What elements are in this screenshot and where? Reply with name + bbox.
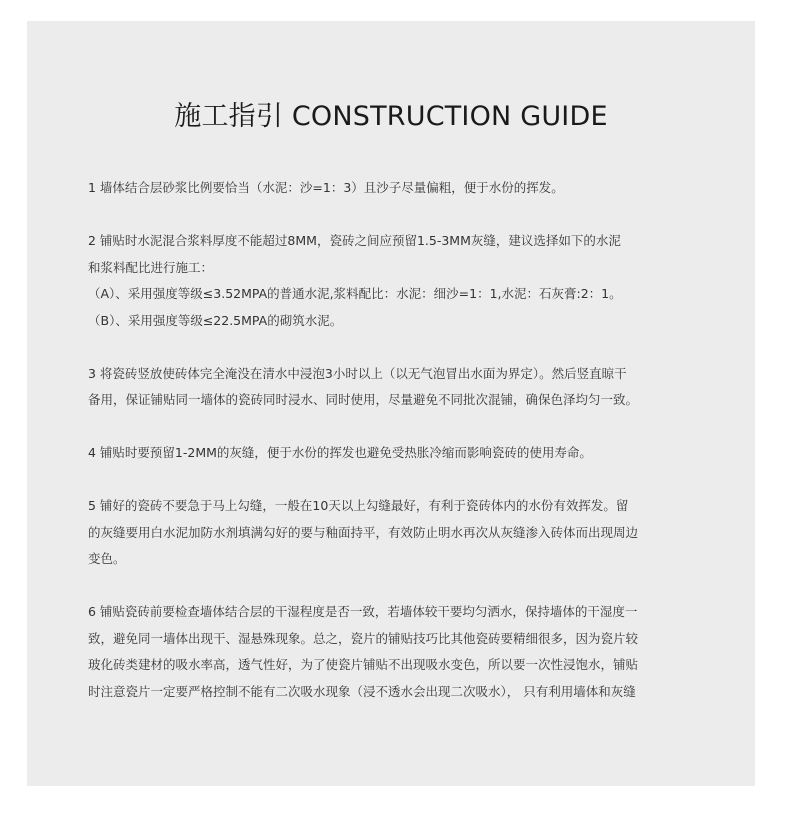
paragraph-line: 2 铺贴时水泥混合浆料厚度不能超过8MM，瓷砖之间应预留1.5-3MM灰缝，建议选择如下的水泥 — [88, 233, 621, 248]
paragraph-line: 玻化砖类建材的吸水率高，透气性好，为了使瓷片铺贴不出现吸水变色，所以要一次性浸饱水，铺贴 — [88, 657, 639, 672]
paragraph-gap — [88, 414, 700, 441]
paragraph-gap — [88, 573, 700, 600]
paragraph-3 — [88, 361, 700, 414]
paragraph-4 — [88, 440, 700, 467]
paragraph-line: 3 将瓷砖竖放使砖体完全淹没在清水中浸泡3小时以上（以无气泡冒出水面为界定）。然后竖直晾干 — [88, 365, 627, 381]
paragraph-gap — [88, 202, 700, 229]
paragraph-2 — [88, 228, 700, 334]
paragraph-gap — [88, 334, 700, 361]
paragraph-5 — [88, 493, 700, 573]
paragraph-6 — [88, 599, 700, 705]
guide-panel — [27, 21, 755, 786]
guide-content — [88, 175, 700, 705]
paragraph-1 — [88, 175, 700, 202]
paragraph-line: （B）、采用强度等级≤22.5MPA的砌筑水泥。 — [88, 312, 343, 328]
paragraph-line: 的灰缝要用白水泥加防水剂填满勾好的要与釉面持平，有效防止明水再次从灰缝渗入砖体而出现周边 — [88, 524, 639, 540]
paragraph-line: 致，避免同一墙体出现干、湿悬殊现象。总之，瓷片的铺贴技巧比其他瓷砖要精细很多，因为瓷片较 — [88, 630, 639, 646]
paragraph-line: 1 墙体结合层砂浆比例要恰当（水泥：沙=1：3）且沙子尽量偏粗，便于水份的挥发。 — [88, 180, 564, 195]
paragraph-line: 时注意瓷片一定要严格控制不能有二次吸水现象（浸不透水会出现二次吸水）， 只有利用墙体和灰缝 — [88, 683, 636, 699]
paragraph-line: 4 铺贴时要预留1-2MM的灰缝，便于水份的挥发也避免受热胀冷缩而影响瓷砖的使用寿命。 — [88, 445, 592, 460]
paragraph-line: 6 铺贴瓷砖前要检查墙体结合层的干湿程度是否一致，若墙体较干要均匀洒水，保持墙体的干湿度一 — [88, 604, 638, 619]
paragraph-line: 备用，保证铺贴同一墙体的瓷砖同时浸水、同时使用，尽量避免不同批次混铺，确保色泽均匀一致。 — [88, 392, 639, 407]
page-title: 施工指引 CONSTRUCTION GUIDE — [174, 101, 608, 132]
paragraph-line: 变色。 — [88, 551, 126, 566]
paragraph-gap — [88, 467, 700, 494]
paragraph-line: 和浆料配比进行施工： — [88, 259, 214, 275]
paragraph-line: 5 铺好的瓷砖不要急于马上勾缝，一般在10天以上勾缝最好，有利于瓷砖体内的水份有效挥发。留 — [88, 498, 629, 513]
paragraph-line: （A）、采用强度等级≤3.52MPA的普通水泥,浆料配比：水泥：细沙=1：1,水泥：石灰膏:2：1。 — [88, 286, 622, 301]
